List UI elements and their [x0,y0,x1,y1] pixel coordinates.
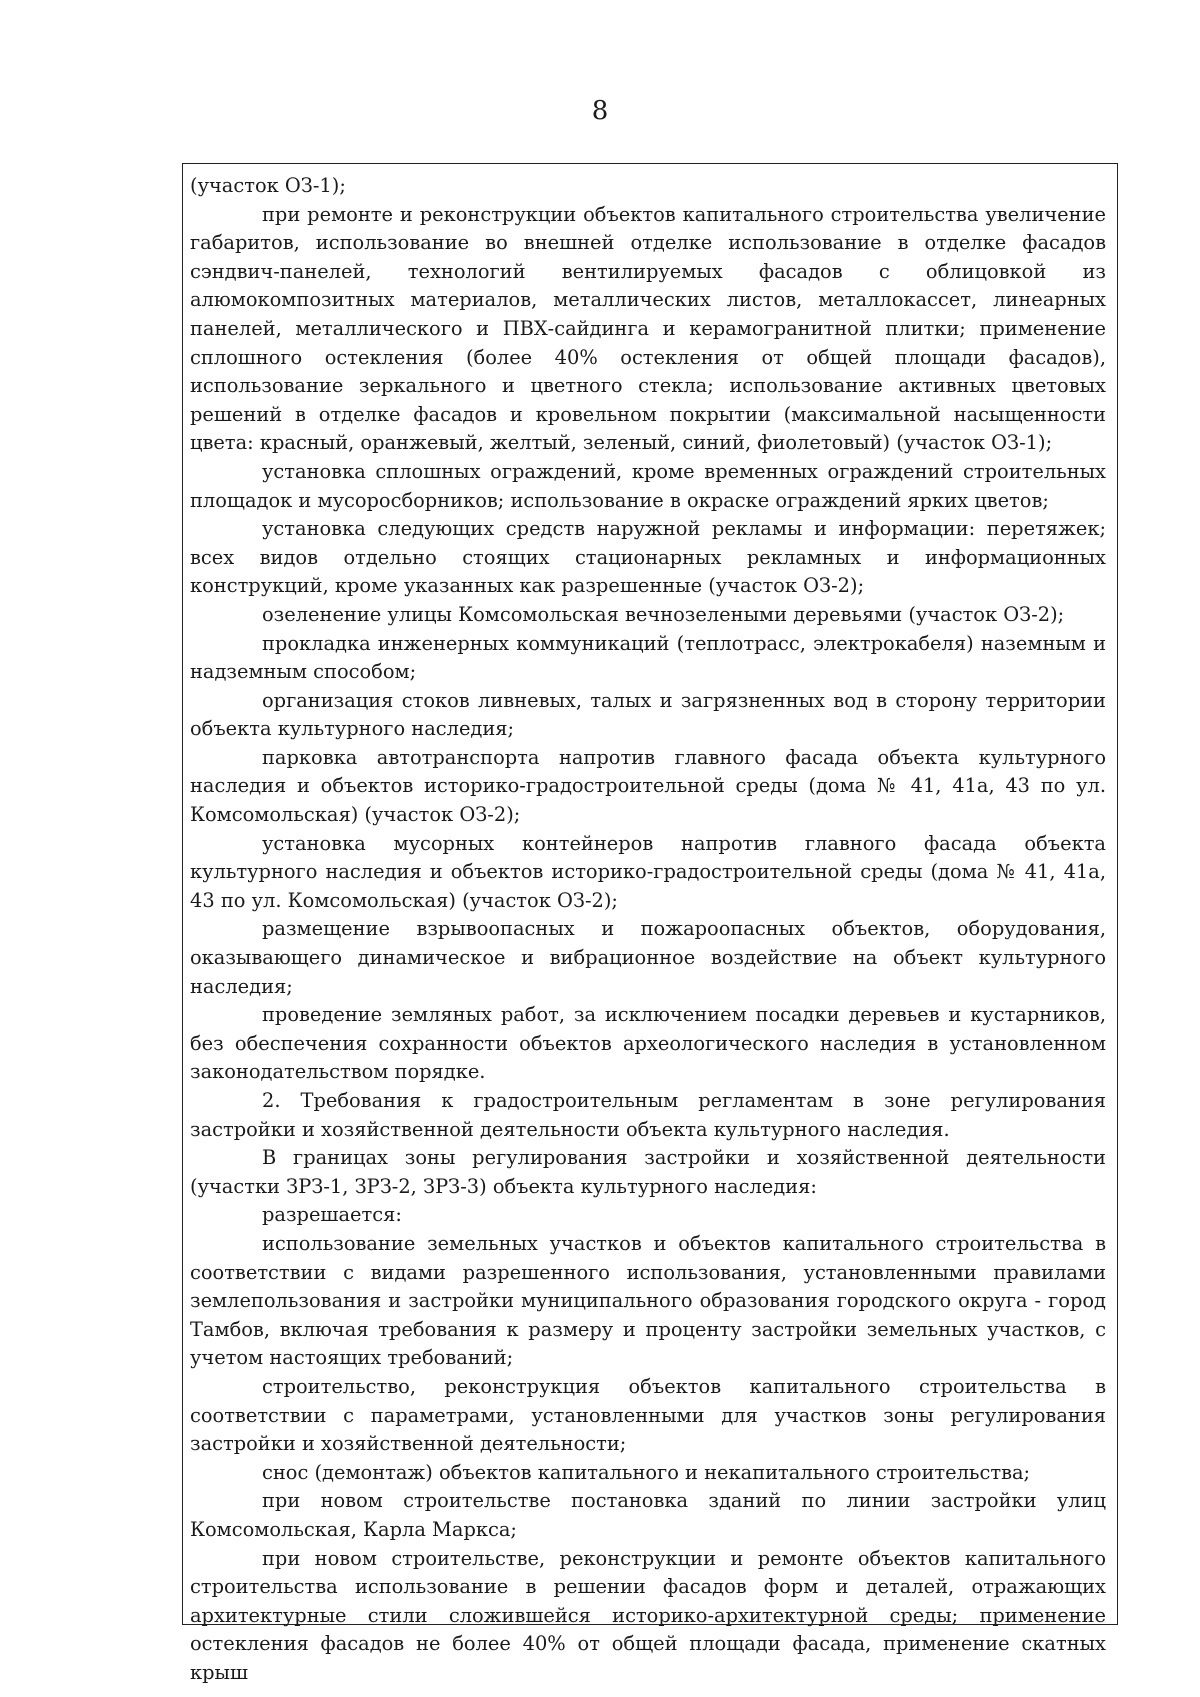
paragraph: установка сплошных ограждений, кроме временных ограждений строительных площадок и мусоросборников; использование в окраске ограждений ярких цветов; [190,459,1106,512]
paragraph: организация стоков ливневых, талых и загрязненных вод в сторону территории объекта культурного наследия; [190,688,1106,741]
paragraph: В границах зоны регулирования застройки и хозяйственной деятельности (участки ЗРЗ-1, ЗРЗ-2, ЗРЗ-3) объекта культурного наследия: [190,1146,1106,1198]
paragraph: проведение земляных работ, за исключением посадки деревьев и кустарников, без обеспечения сохранности объектов археологического наследия в установленном законодательством порядке. [190,1003,1106,1084]
paragraph: использование земельных участков и объектов капитального строительства в соответствии с видами разрешенного использования, установленными правилами землепользования и застройки муниципального образования городского округа - город Тамбов, включая требования к размеру и проценту застройки земельных участков, с учетом настоящих требований; [190,1231,1106,1370]
paragraph: при новом строительстве постановка зданий по линии застройки улиц Комсомольская, Карла Маркса; [190,1489,1106,1541]
paragraph: разрешается: [262,1203,402,1227]
document-frame [182,163,1118,1684]
paragraph: прокладка инженерных коммуникаций (теплотрасс, электрокабеля) наземным и надземным способом; [190,631,1106,684]
section-heading-paragraph: 2. Требования к градостроительным регламентам в зоне регулирования застройки и хозяйственной деятельности объекта культурного наследия. [190,1089,1106,1141]
paragraph: озеленение улицы Комсомольская вечнозелеными деревьями (участок ОЗ-2); [262,602,1065,626]
paragraph: размещение взрывоопасных и пожароопасных объектов, оборудования, оказывающего динамическое и вибрационное воздействие на объект культурного наследия; [190,917,1106,998]
page-number: 8 [591,96,609,126]
paragraph: при ремонте и реконструкции объектов капитального строительства увеличение габаритов, использование во внешней отделке использование в отделке фасадов сэндвич-панелей, технологий вентилируемых фасадов с облицовкой из алюмокомпозитных материалов, металлических листов, металлокассет, линеарных панелей, металлического и ПВХ-сайдинга и керамогранитной плитки; применение сплошного остекления (более 40% остекления от общей площади фасадов), использование зеркального и цветного стекла; использование активных цветовых решений в отделке фасадов и кровельном покрытии (максимальной насыщенности цвета: красный, оранжевый, желтый, зеленый, синий, фиолетовый) (участок ОЗ-1); [190,202,1106,455]
paragraph: парковка автотранспорта напротив главного фасада объекта культурного наследия и объектов историко-градостроительной среды (дома № 41, 41а, 43 по ул. Комсомольская) (участок ОЗ-2); [190,745,1106,827]
paragraph: снос (демонтаж) объектов капитального и некапитального строительства; [262,1460,1031,1484]
paragraph: при новом строительстве, реконструкции и ремонте объектов капитального строительства использование в решении фасадов форм и деталей, отражающих архитектурные стили сложившейся историко-архитектурной среды; применение остекления фасадов не более 40% от общей площади фасада, применение скатных крыш [190,1546,1106,1684]
paragraph: строительство, реконструкция объектов капитального строительства в соответствии с параметрами, установленными для участков зоны регулирования застройки и хозяйственной деятельности; [190,1374,1106,1456]
paragraph: (участок ОЗ-1); [190,174,346,197]
paragraph: установка следующих средств наружной рекламы и информации: перетяжек; всех видов отдельно стоящих стационарных рекламных и информационных конструкций, кроме указанных как разрешенные (участок ОЗ-2); [190,517,1106,598]
paragraph: установка мусорных контейнеров напротив главного фасада объекта культурного наследия и объектов историко-градостроительной среды (дома № 41, 41а, 43 по ул. Комсомольская) (участок ОЗ-2); [190,831,1106,912]
